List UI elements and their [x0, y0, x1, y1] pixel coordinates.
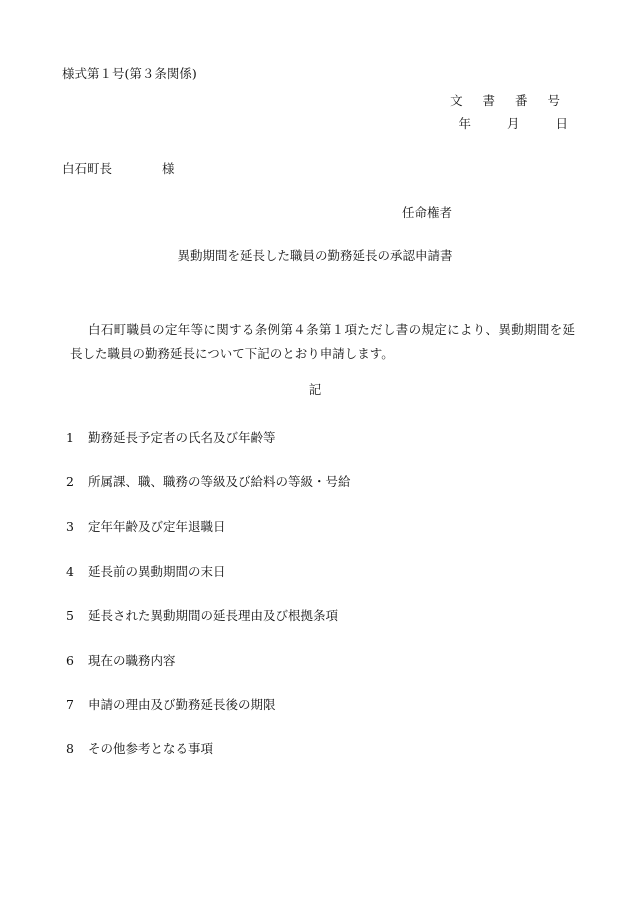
- item-number: 6: [66, 653, 74, 668]
- date-line: [458, 118, 568, 131]
- item-text: 延長された異動期間の延長理由及び根拠条項: [88, 608, 339, 623]
- form-label: 様式第１号(第３条関係): [62, 66, 197, 81]
- item-number: 1: [66, 430, 74, 445]
- list-item: [66, 655, 176, 668]
- item-text: 定年年齢及び定年退職日: [88, 519, 226, 534]
- item-text: 所属課、職、職務の等級及び給料の等級・号給: [88, 474, 351, 489]
- item-number: 5: [66, 608, 74, 623]
- date-month-label: 月: [506, 116, 520, 131]
- document-title: 異動期間を延長した職員の勤務延長の承認申請書: [177, 248, 453, 263]
- item-number: 2: [66, 474, 74, 489]
- item-number: 8: [66, 741, 74, 756]
- addressee: [62, 163, 175, 176]
- list-item: [66, 566, 226, 579]
- document-number-label: 文 書 番 号: [450, 93, 568, 108]
- item-number: 4: [66, 564, 74, 579]
- item-text: 現在の職務内容: [88, 653, 176, 668]
- list-item: [66, 521, 226, 534]
- appointing-authority-label: 任命権者: [402, 205, 453, 220]
- item-text: 申請の理由及び勤務延長後の期限: [88, 697, 276, 712]
- list-item: [66, 743, 213, 756]
- item-text: その他参考となる事項: [88, 741, 214, 756]
- list-item: [66, 699, 276, 712]
- list-item: [66, 610, 338, 623]
- item-text: 勤務延長予定者の氏名及び年齢等: [88, 430, 276, 445]
- addressee-honorific: 様: [162, 161, 175, 176]
- item-number: 7: [66, 697, 74, 712]
- list-item: [66, 476, 351, 489]
- date-day-label: 日: [555, 116, 568, 131]
- list-item: [66, 432, 276, 445]
- item-number: 3: [66, 519, 74, 534]
- ki-heading: 記: [308, 382, 322, 397]
- body-paragraph: 白石町職員の定年等に関する条例第４条第１項ただし書の規定により、異動期間を延長した職員の勤務延長について下記のとおり申請します。: [70, 322, 575, 361]
- addressee-name: 白石町長: [62, 161, 113, 176]
- item-text: 延長前の異動期間の末日: [88, 564, 226, 579]
- date-year-label: 年: [458, 116, 471, 131]
